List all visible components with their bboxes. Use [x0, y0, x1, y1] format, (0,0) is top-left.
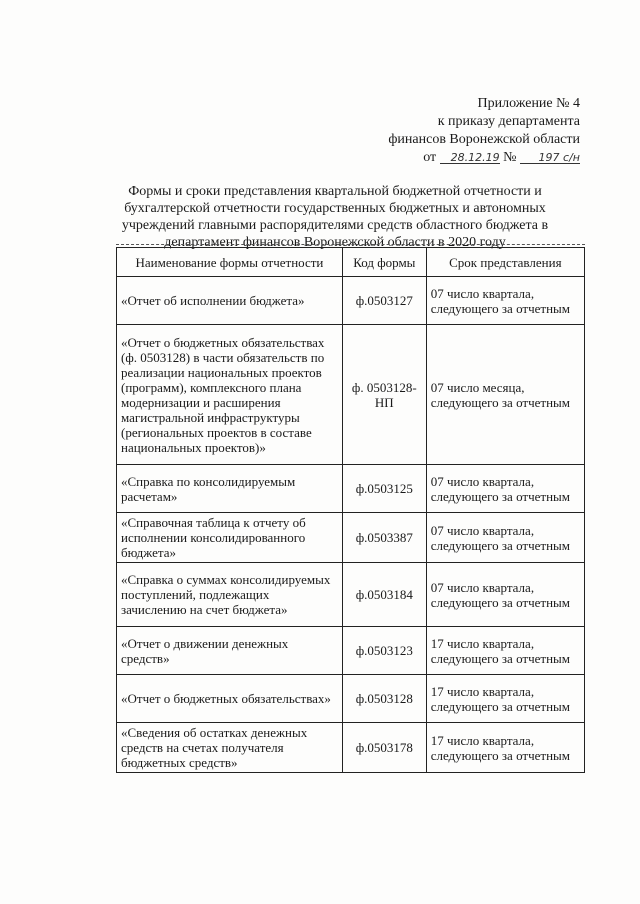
table-row — [117, 675, 585, 723]
form-name: «Отчет о бюджетных обязательствах (ф. 0503128) в части обязательств по реализации национальных проектов (программ), комплексного плана модернизации и расширения магистральной инфраструктуры (региональных проектов в составе национальных проектов)» — [117, 325, 343, 465]
form-code: ф.0503128 — [342, 675, 426, 723]
table-row — [117, 465, 585, 513]
table-header-row — [117, 248, 585, 277]
appendix-order-ref: к приказу департамента — [437, 114, 580, 129]
date-prefix: от — [423, 150, 437, 165]
form-deadline: 07 число квартала, следующего за отчетным — [426, 465, 584, 513]
table-row — [117, 563, 585, 627]
appendix-number: Приложение № 4 — [477, 96, 580, 111]
form-code: ф.0503178 — [342, 723, 426, 773]
form-deadline: 17 число квартала, следующего за отчетным — [426, 675, 584, 723]
document-title — [100, 183, 570, 251]
header-form-name: Наименование формы отчетности — [117, 248, 343, 277]
forms-table — [116, 247, 585, 773]
form-deadline: 17 число квартала, следующего за отчетным — [426, 723, 584, 773]
form-code: ф.0503387 — [342, 513, 426, 563]
handwritten-number: 197 с/н — [538, 151, 580, 164]
form-deadline: 07 число квартала, следующего за отчетным — [426, 563, 584, 627]
form-code: ф.0503123 — [342, 627, 426, 675]
scan-dashed-line — [116, 244, 585, 245]
header-form-code: Код формы — [342, 248, 426, 277]
form-code: ф.0503184 — [342, 563, 426, 627]
title-line-4: департамент финансов Воронежской области в 2020 году — [164, 235, 506, 250]
handwritten-date: 28.12.19 — [450, 151, 500, 164]
number-field — [520, 149, 580, 164]
table-row — [117, 325, 585, 465]
form-deadline: 07 число квартала, следующего за отчетным — [426, 277, 584, 325]
form-name: «Отчет о бюджетных обязательствах» — [117, 675, 343, 723]
form-name: «Справка о суммах консолидируемых поступлений, подлежащих зачислению на счет бюджета» — [117, 563, 343, 627]
table-row — [117, 627, 585, 675]
table-row — [117, 513, 585, 563]
appendix-department: финансов Воронежской области — [388, 132, 580, 147]
form-code: ф. 0503128-НП — [342, 325, 426, 465]
form-name: «Отчет о движении денежных средств» — [117, 627, 343, 675]
appendix-header — [388, 95, 580, 167]
header-deadline: Срок представления — [426, 248, 584, 277]
table-row — [117, 277, 585, 325]
title-line-2: бухгалтерской отчетности государственных бюджетных и автономных — [124, 201, 546, 216]
form-deadline: 07 число квартала, следующего за отчетным — [426, 513, 584, 563]
title-line-3: учреждений главными распорядителями средств областного бюджета в — [121, 218, 549, 233]
table-row — [117, 723, 585, 773]
date-field — [440, 149, 500, 164]
form-deadline: 07 число месяца, следующего за отчетным — [426, 325, 584, 465]
form-code: ф.0503127 — [342, 277, 426, 325]
form-code: ф.0503125 — [342, 465, 426, 513]
number-prefix: № — [503, 150, 517, 165]
appendix-date-line — [388, 149, 580, 167]
form-name: «Отчет об исполнении бюджета» — [117, 277, 343, 325]
form-name: «Сведения об остатках денежных средств на счетах получателя бюджетных средств» — [117, 723, 343, 773]
form-name: «Справка по консолидируемым расчетам» — [117, 465, 343, 513]
form-name: «Справочная таблица к отчету об исполнении консолидированного бюджета» — [117, 513, 343, 563]
form-deadline: 17 число квартала, следующего за отчетным — [426, 627, 584, 675]
title-line-1: Формы и сроки представления квартальной бюджетной отчетности и — [128, 184, 542, 199]
